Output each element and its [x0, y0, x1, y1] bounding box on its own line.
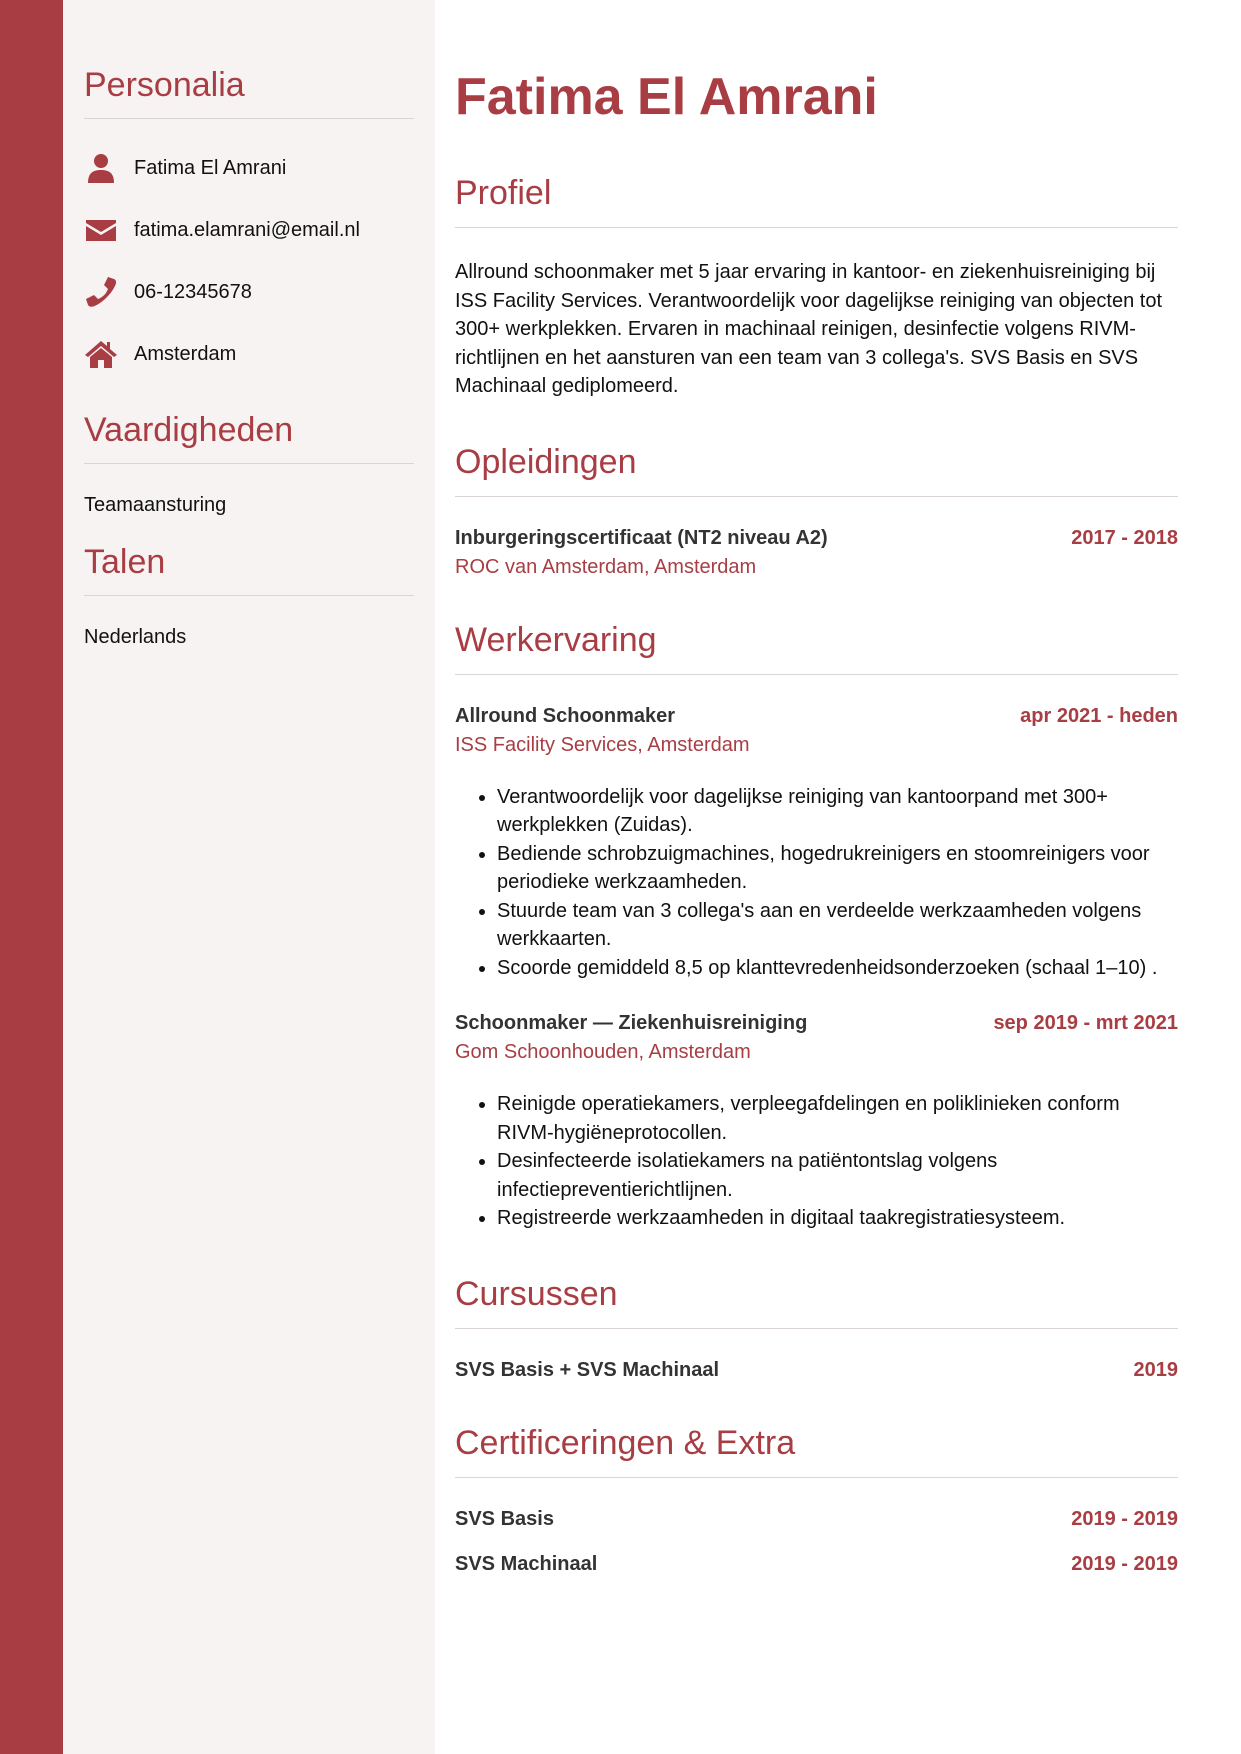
profile-text: Allround schoonmaker met 5 jaar ervaring in kantoor- en ziekenhuisreiniging bij ISS Facility Services. Verantwoordelijk voor dagelijkse reiniging van objecten tot 300+ werkplekken. Ervaren in machinaal reinigen, desinfectie volgens RIVM-richtlijnen en het aansturen van een team van 3 collega's. SVS Basis en SVS Machinaal gediplomeerd. — [455, 261, 1163, 397]
skill-item: Teamaansturing — [84, 494, 227, 516]
bullet-item: • Reinigde operatiekamers, verpleegafdelingen en poliklinieken conform RIVM-hygiëneprotocollen. — [497, 1090, 1178, 1147]
education-entry — [455, 527, 1178, 579]
phone-icon — [84, 275, 118, 309]
entry-employer: ISS Facility Services, Amsterdam — [455, 733, 750, 756]
profile-heading: Profiel — [455, 174, 1178, 228]
contact-list — [84, 137, 414, 385]
entry-title: Allround Schoonmaker — [455, 704, 676, 727]
bullet-item: • Stuurde team van 3 collega's aan en verdeelde werkzaamheden volgens werkkaarten. — [497, 897, 1178, 954]
entry-title: Inburgeringscertificaat (NT2 niveau A2) — [455, 526, 828, 549]
bullet-list — [455, 1090, 1178, 1233]
language-item: Nederlands — [84, 626, 187, 648]
cert-entry — [455, 1553, 1178, 1576]
contact-phone — [84, 261, 414, 323]
entry-title: SVS Basis — [455, 1507, 554, 1530]
contact-email-text: fatima.elamrani@email.nl — [134, 218, 360, 241]
certifications-heading: Certificeringen & Extra — [455, 1424, 1178, 1478]
sidebar — [63, 0, 435, 1754]
person-icon — [84, 151, 118, 185]
entry-head — [455, 1012, 1178, 1035]
experience-entry — [455, 705, 1178, 983]
bullet-list — [455, 783, 1178, 983]
courses-heading: Cursussen — [455, 1275, 1178, 1329]
bullet-item: • Desinfecteerde isolatiekamers na patiëntontslag volgens infectiepreventierichtlijnen. — [497, 1147, 1178, 1204]
skills-heading: Vaardigheden — [84, 411, 414, 464]
entry-date: 2019 - 2019 — [1071, 1507, 1178, 1530]
education-section — [455, 443, 1178, 579]
entry-head — [455, 705, 1178, 728]
candidate-name: Fatima El Amrani — [455, 68, 878, 126]
courses-section — [455, 1275, 1178, 1382]
contact-name — [84, 137, 414, 199]
education-heading: Opleidingen — [455, 443, 1178, 497]
contact-name-text: Fatima El Amrani — [134, 156, 287, 179]
contact-location-text: Amsterdam — [134, 342, 237, 365]
entry-head — [455, 527, 1178, 550]
skills-section — [84, 411, 414, 517]
entry-head — [455, 1359, 1178, 1382]
bullet-item: • Verantwoordelijk voor dagelijkse reiniging van kantoorpand met 300+ werkplekken (Zuidas). — [497, 783, 1178, 840]
entry-title: Schoonmaker — Ziekenhuisreiniging — [455, 1012, 808, 1034]
sidebar-content — [84, 66, 414, 649]
envelope-icon — [84, 213, 118, 247]
entry-date: apr 2021 - heden — [1020, 704, 1178, 727]
entry-date: 2019 - 2019 — [1071, 1552, 1178, 1575]
entry-employer: Gom Schoonhouden, Amsterdam — [455, 1041, 751, 1063]
accent-stripe — [0, 0, 63, 1754]
experience-section — [455, 621, 1178, 1233]
entry-title: SVS Basis + SVS Machinaal — [455, 1358, 720, 1381]
bullet-item: • Bediende schrobzuigmachines, hogedrukreinigers en stoomreinigers voor periodieke werkzaamheden. — [497, 840, 1178, 897]
course-entry — [455, 1359, 1178, 1382]
languages-section — [84, 543, 414, 649]
entry-institution: ROC van Amsterdam, Amsterdam — [455, 555, 757, 578]
contact-phone-text: 06-12345678 — [134, 280, 252, 303]
bullet-item: • Registreerde werkzaamheden in digitaal taakregistratiesysteem. — [497, 1204, 1178, 1233]
contact-location — [84, 323, 414, 385]
certifications-section — [455, 1424, 1178, 1576]
entry-date: sep 2019 - mrt 2021 — [993, 1012, 1178, 1034]
languages-heading: Talen — [84, 543, 414, 596]
experience-entry — [455, 1012, 1178, 1233]
contact-email — [84, 199, 414, 261]
cert-entry — [455, 1508, 1178, 1531]
entry-title: SVS Machinaal — [455, 1552, 598, 1575]
bullet-item: • Scoorde gemiddeld 8,5 op klanttevredenheidsonderzoeken (schaal 1–10) . — [497, 954, 1178, 983]
experience-heading: Werkervaring — [455, 621, 1178, 675]
home-icon — [84, 337, 118, 371]
profile-section — [455, 174, 1178, 401]
personalia-heading: Personalia — [84, 66, 414, 119]
entry-date: 2019 — [1133, 1358, 1178, 1381]
entry-date: 2017 - 2018 — [1071, 526, 1178, 549]
main-content — [455, 60, 1178, 1576]
